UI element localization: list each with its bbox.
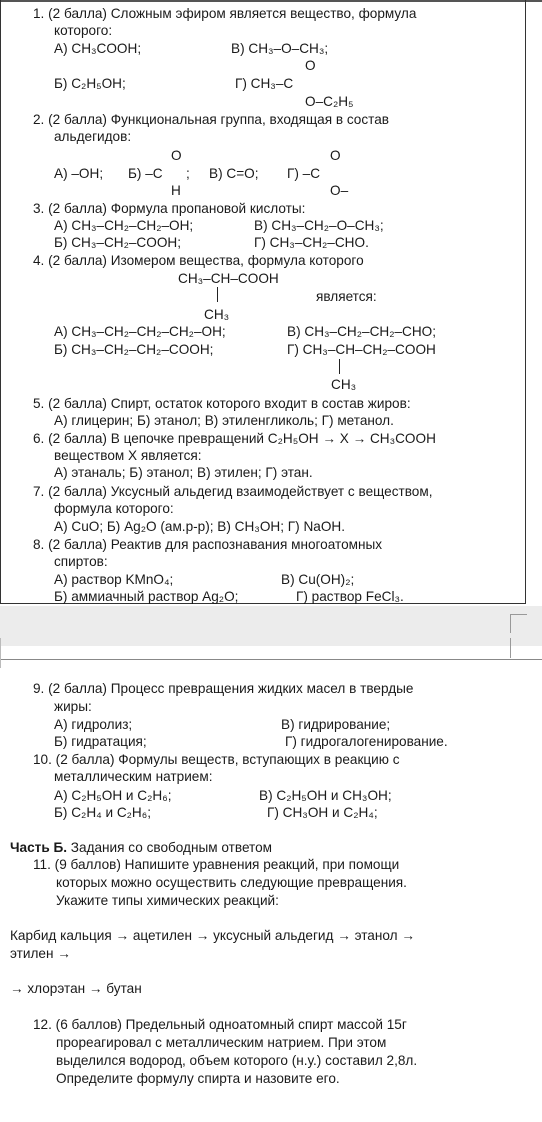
q11-chain-line1: Карбид кальция → ацетилен → уксусный альдегид → этанол →	[10, 928, 415, 943]
q6-line3: А) этаналь; Б) этанол; В) этилен; Г) этан.	[54, 465, 313, 480]
q9-line2: жиры:	[54, 699, 92, 714]
right-border	[525, 0, 526, 604]
q1-option-v: В) CH₃–O–CH₃;	[231, 41, 329, 56]
q4-line1: 4. (2 балла) Изомером вещества, формула которого	[33, 253, 364, 268]
q2-o-minus: O–	[330, 183, 349, 198]
left-border	[0, 0, 1, 604]
q6-line2: веществом X является:	[54, 448, 202, 463]
q3-option-g: Г) CH₃–CH₂–CHO.	[254, 235, 369, 250]
q3-line1: 3. (2 балла) Формула пропановой кислоты:	[33, 201, 306, 216]
q5-line1: 5. (2 балла) Спирт, остаток которого входит в состав жиров:	[33, 396, 411, 411]
q11-chain-line3: → хлорэтан → бутан	[10, 981, 142, 996]
q10-option-g: Г) CH₃OH и C₂H₄;	[267, 805, 378, 820]
q8-option-g: Г) раствор FeCl₃.	[296, 589, 404, 604]
q1-line1: 1. (2 балла) Сложным эфиром является вещество, формула	[33, 6, 417, 21]
q3-option-v: В) CH₃–CH₂–O–CH₃;	[254, 218, 384, 233]
q1-option-b: Б) C₂H₅OH;	[54, 76, 126, 91]
page-2	[0, 646, 542, 1122]
q4-formula: CH₃–CH–COOH	[178, 271, 279, 286]
q1-option-g: Г) CH₃–C	[235, 76, 294, 91]
q10-option-v: В) C₂H₅OH и CH₃OH;	[259, 788, 392, 803]
q2-line2: альдегидов:	[54, 129, 132, 144]
q8-line2: спиртов:	[54, 554, 108, 569]
q1-o-bottom: O–C₂H₅	[305, 94, 354, 109]
q4-ch3: CH₃	[204, 307, 230, 322]
q2-option-g: Г) –C	[287, 166, 321, 181]
q11-line3: Укажите типы химических реакций:	[56, 893, 279, 908]
page2-left-cut	[0, 638, 1, 668]
q2-h: H	[171, 183, 181, 198]
q10-line2: металлическим натрием:	[54, 769, 213, 784]
q3-option-a: А) CH₃–CH₂–CH₂–OH;	[54, 218, 194, 233]
q1-o-top: O	[305, 58, 316, 73]
q7-line3: А) CuO; Б) Ag₂O (ам.р-р); В) CH₃OH; Г) NaOH.	[54, 519, 345, 534]
q12-line3: выделился водород, объем которого (н.у.) составил 2,8л.	[56, 1053, 418, 1068]
q8-line1: 8. (2 балла) Реактив для распознавания многоатомных	[33, 537, 383, 552]
q12-line4: Определите формулу спирта и назовите его.	[56, 1071, 340, 1086]
q9-line1: 9. (2 балла) Процесс превращения жидких масел в твердые	[33, 681, 414, 696]
q11-line2: которых можно осуществить следующие превращения.	[56, 875, 407, 890]
q8-option-b: Б) аммиачный раствор Ag₂O;	[54, 589, 239, 604]
q11-line1: 11. (9 баллов) Напишите уравнения реакций, при помощи	[33, 857, 400, 872]
q8-option-a: А) раствор KMnO₄;	[54, 572, 174, 587]
q2-semicolon: ;	[186, 166, 190, 181]
q9-option-g: Г) гидрогалогенирование.	[285, 734, 448, 749]
q12-line2: прореагировал с металлическим натрием. При этом	[56, 1035, 387, 1050]
q10-option-a: А) C₂H₅OH и C₂H₆;	[54, 788, 172, 803]
q4-option-g: Г) CH₃–CH–CH₂–COOH	[287, 342, 436, 357]
q9-option-v: В) гидрирование;	[281, 717, 391, 732]
q4-bond-line-2	[339, 359, 340, 374]
crop-mark-top	[510, 614, 527, 633]
q2-option-v: В) C=O;	[209, 166, 259, 181]
page2-right-cut	[510, 638, 511, 658]
q11-chain-line2: этилен →	[10, 946, 71, 961]
q4-option-v: В) CH₃–CH₂–CH₂–CHO;	[287, 324, 437, 339]
q2-line1: 2. (2 балла) Функциональная группа, входящая в состав	[33, 112, 390, 127]
q4-option-a: А) CH₃–CH₂–CH₂–CH₂–OH;	[54, 324, 226, 339]
q10-option-b: Б) C₂H₄ и C₂H₆;	[54, 805, 152, 820]
q2-o1: O	[171, 148, 182, 163]
q8-option-v: В) Cu(OH)₂;	[281, 572, 355, 587]
q3-option-b: Б) CH₃–CH₂–COOH;	[54, 235, 181, 250]
q4-bond-line	[217, 287, 218, 302]
q2-option-a: А) –OH;	[54, 166, 104, 181]
q1-line2: которого:	[54, 23, 113, 38]
q7-line1: 7. (2 балла) Уксусный альдегид взаимодействует с веществом,	[33, 484, 433, 499]
crop-mark-bottom	[510, 618, 511, 634]
q10-line1: 10. (2 балла) Формулы веществ, вступающих в реакцию с	[33, 752, 400, 767]
q4-option-b: Б) CH₃–CH₂–CH₂–COOH;	[54, 342, 214, 357]
page2-top-line	[0, 659, 542, 660]
q9-option-b: Б) гидратация;	[54, 734, 147, 749]
q4-is: является:	[316, 289, 377, 304]
part-b-heading	[10, 839, 272, 856]
q2-o2: O	[330, 148, 341, 163]
q7-line2: формула которого:	[54, 501, 174, 516]
q9-option-a: А) гидролиз;	[54, 717, 133, 732]
q6-line1: 6. (2 балла) В цепочке превращений C₂H₅OH → X → CH₃COOH	[33, 431, 436, 446]
q1-option-a: А) CH₃COOH;	[54, 41, 142, 56]
part-b-bold: Часть Б.	[10, 840, 68, 855]
q5-line2: А) глицерин; Б) этанол; В) этиленгликоль; Г) метанол.	[54, 413, 394, 428]
top-cut-line	[0, 0, 542, 2]
q12-line1: 12. (6 баллов) Предельный одноатомный спирт массой 15г	[33, 1017, 407, 1032]
q4-ch3-2: CH₃	[331, 377, 357, 392]
page-gap	[0, 606, 542, 646]
q2-option-b: Б) –C	[128, 166, 163, 181]
part-b-rest: Задания со свободным ответом	[67, 840, 273, 855]
